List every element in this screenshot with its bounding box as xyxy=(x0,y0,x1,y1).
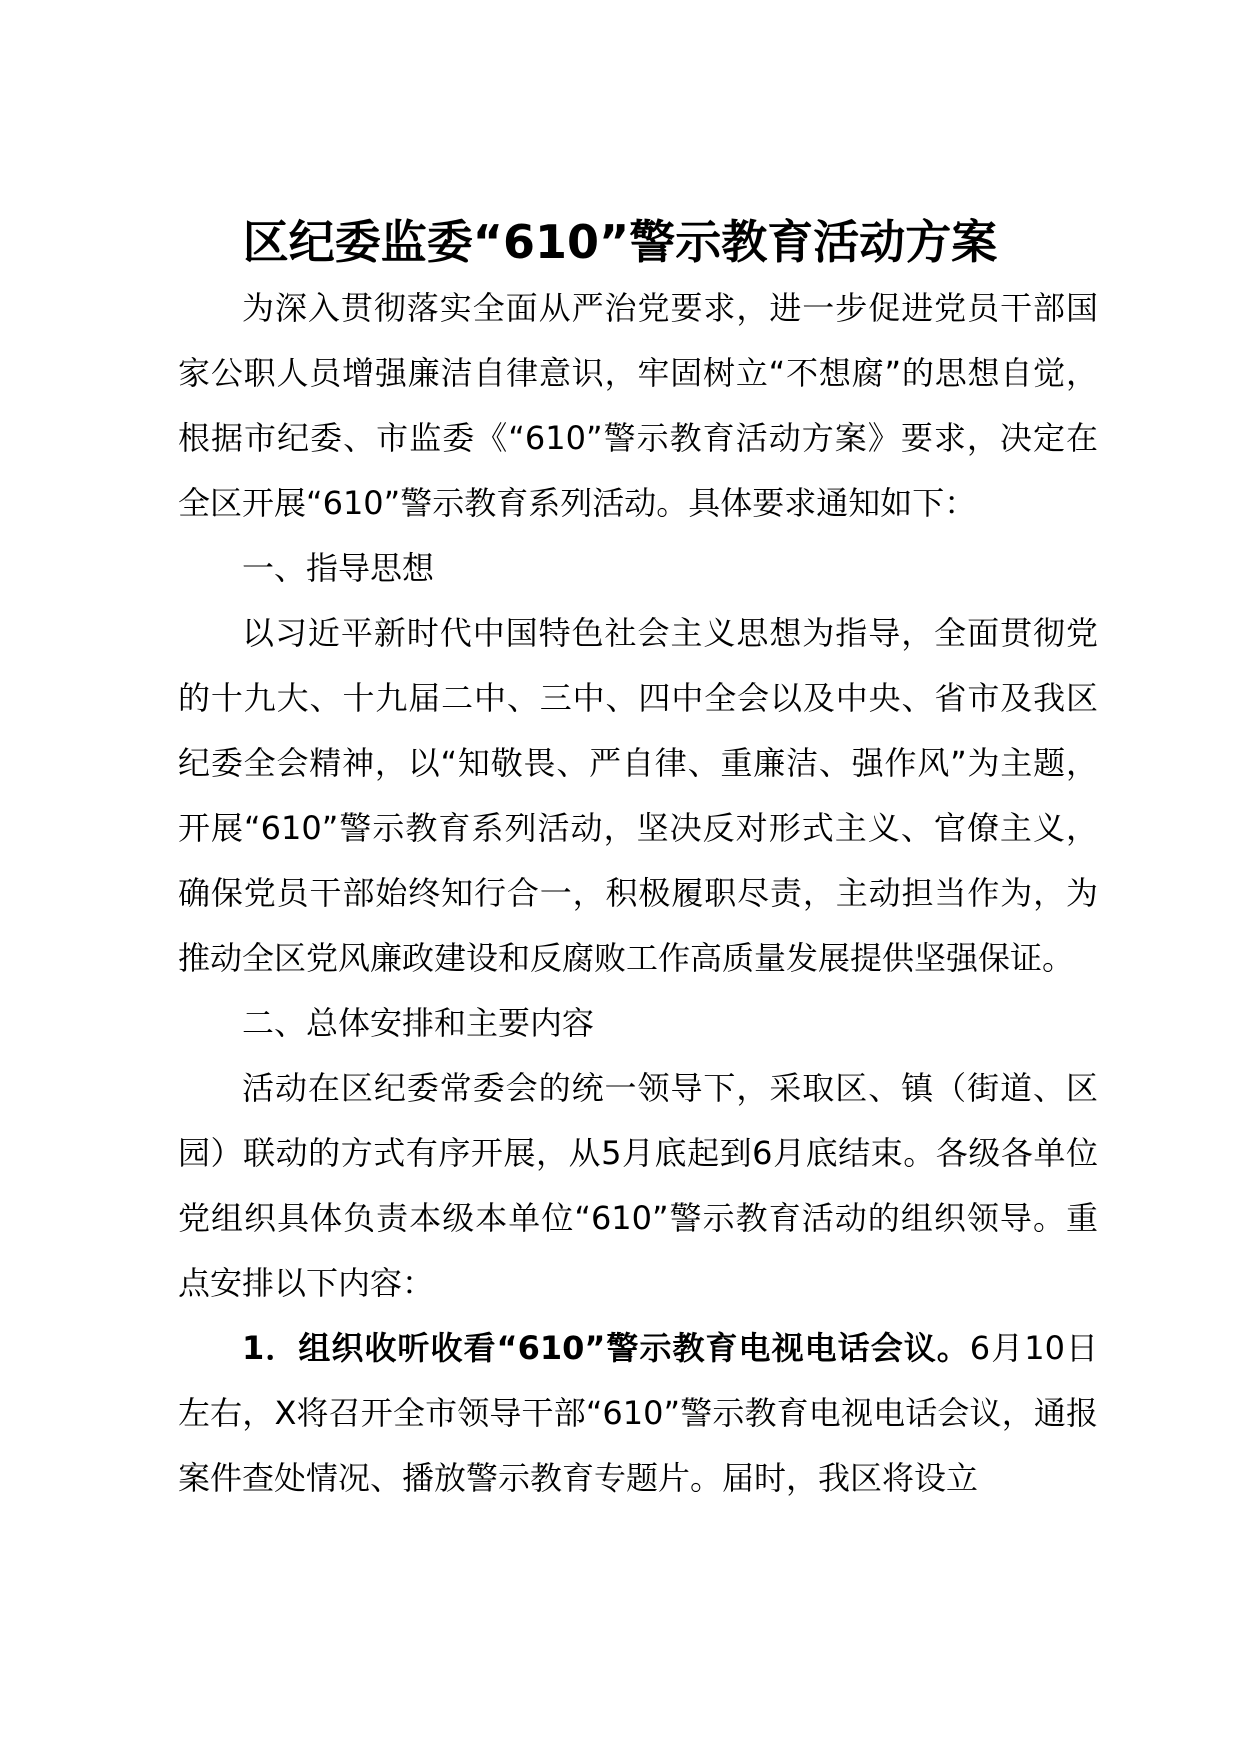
document-title: 区纪委监委“610”警示教育活动方案 xyxy=(242,215,998,269)
section-heading-guiding-thought: 一、指导思想 xyxy=(242,549,435,587)
intro-paragraph: 为深入贯彻落实全面从严治党要求，进一步促进党员干部国家公职人员增强廉洁自律意识，牢固树立“不想腐”的思想自觉，根据市纪委、市监委《“610”警示教育活动方案》要求，决定在全区开展“610”警示教育系列活动。具体要求通知如下： xyxy=(178,289,1098,522)
document-body xyxy=(178,276,1098,1511)
item-1-body: 6月10日左右，X将召开全市领导干部“610”警示教育电视电话会议，通报案件查处情况、播放警示教育专题片。届时，我区将设立 xyxy=(178,1329,1098,1497)
item-1-paragraph xyxy=(178,1316,1098,1511)
item-1-heading: 1．组织收听收看“610”警示教育电视电话会议。 xyxy=(242,1329,970,1367)
section-heading-overall-arrangement: 二、总体安排和主要内容 xyxy=(242,1004,595,1042)
overall-arrangement-paragraph: 活动在区纪委常委会的统一领导下，采取区、镇（街道、区园）联动的方式有序开展，从5月底起到6月底结束。各级各单位党组织具体负责本级本单位“610”警示教育活动的组织领导。重点安排以下内容： xyxy=(178,1069,1098,1302)
guiding-thought-paragraph: 以习近平新时代中国特色社会主义思想为指导，全面贯彻党的十九大、十九届二中、三中、四中全会以及中央、省市及我区纪委全会精神，以“知敬畏、严自律、重廉洁、强作风”为主题，开展“610”警示教育系列活动，坚决反对形式主义、官僚主义，确保党员干部始终知行合一，积极履职尽责，主动担当作为，为推动全区党风廉政建设和反腐败工作高质量发展提供坚强保证。 xyxy=(178,614,1098,977)
